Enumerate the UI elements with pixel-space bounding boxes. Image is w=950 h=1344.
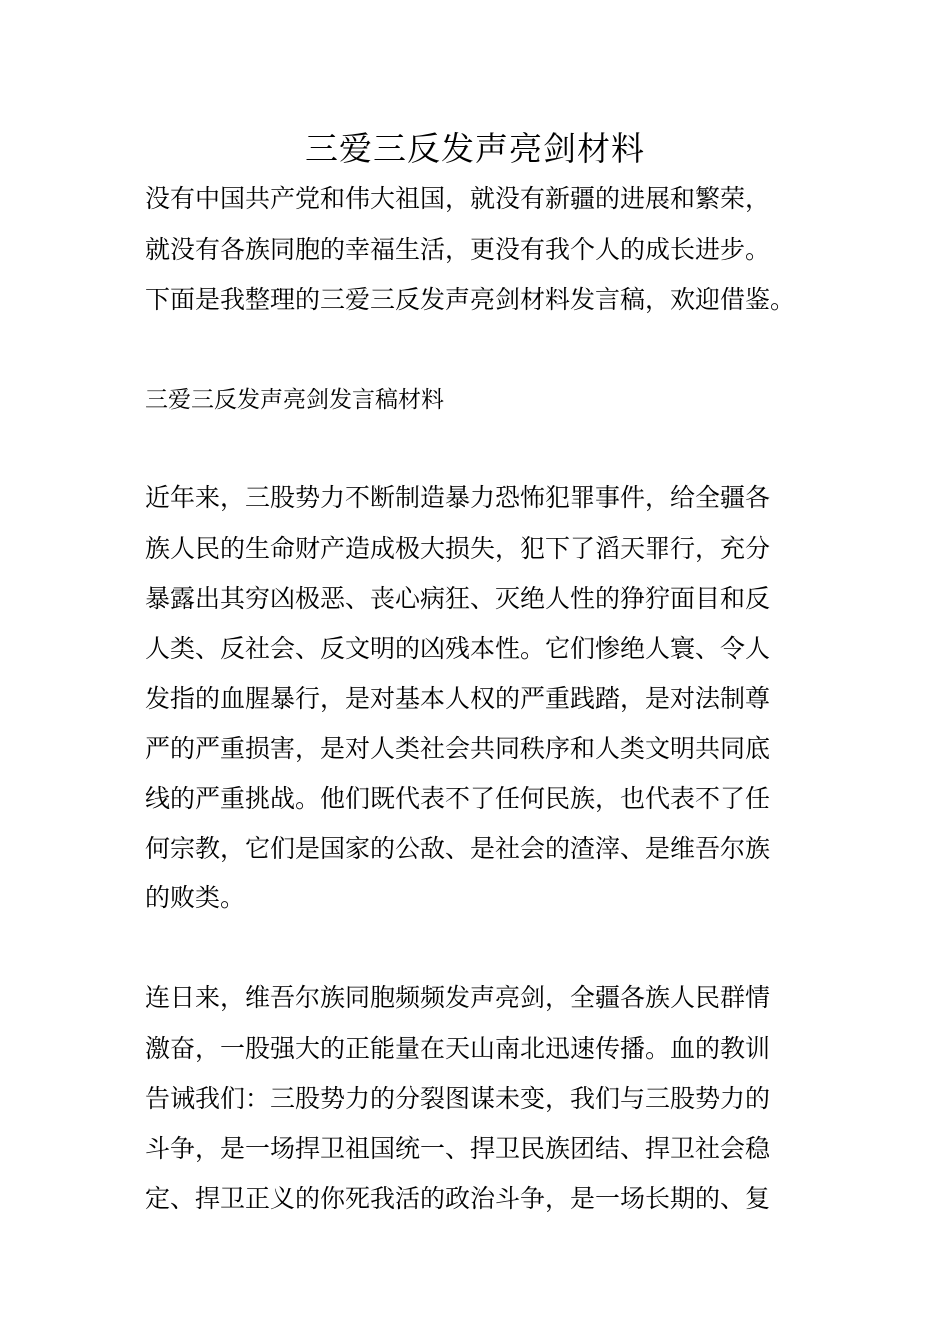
paragraph-line: 暴露出其穷凶极恶、丧心病狂、灭绝人性的狰狞面目和反 xyxy=(145,584,771,613)
paragraph-line: 的败类。 xyxy=(145,883,246,912)
paragraph-line: 定、捍卫正义的你死我活的政治斗争，是一场长期的、复 xyxy=(145,1184,771,1213)
paragraph-line: 人类、反社会、反文明的凶残本性。它们惨绝人寰、令人 xyxy=(145,634,771,663)
paragraph-line: 发指的血腥暴行，是对基本人权的严重践踏，是对法制尊 xyxy=(145,684,771,713)
paragraph-line: 斗争，是一场捍卫祖国统一、捍卫民族团结、捍卫社会稳 xyxy=(145,1134,771,1163)
paragraph-line: 连日来，维吾尔族同胞频频发声亮剑，全疆各族人民群情 xyxy=(145,983,771,1012)
intro-line: 下面是我整理的三爱三反发声亮剑材料发言稿，欢迎借鉴。 xyxy=(145,285,796,314)
paragraph-line: 严的严重损害，是对人类社会共同秩序和人类文明共同底 xyxy=(145,734,771,763)
document-title: 三爱三反发声亮剑材料 xyxy=(305,129,645,168)
paragraph-line: 线的严重挑战。他们既代表不了任何民族，也代表不了任 xyxy=(145,784,771,813)
paragraph-line: 何宗教，它们是国家的公敌、是社会的渣滓、是维吾尔族 xyxy=(145,834,771,863)
intro-line: 就没有各族同胞的幸福生活，更没有我个人的成长进步。 xyxy=(145,235,771,264)
paragraph-line: 告诫我们：三股势力的分裂图谋未变，我们与三股势力的 xyxy=(145,1084,771,1113)
intro-line: 没有中国共产党和伟大祖国，就没有新疆的进展和繁荣， xyxy=(145,184,771,213)
paragraph-line: 激奋，一股强大的正能量在天山南北迅速传播。血的教训 xyxy=(145,1034,771,1063)
section-heading: 三爱三反发声亮剑发言稿材料 xyxy=(145,387,444,413)
paragraph-line: 族人民的生命财产造成极大损失，犯下了滔天罪行，充分 xyxy=(145,534,771,563)
paragraph-line: 近年来，三股势力不断制造暴力恐怖犯罪事件，给全疆各 xyxy=(145,483,771,512)
